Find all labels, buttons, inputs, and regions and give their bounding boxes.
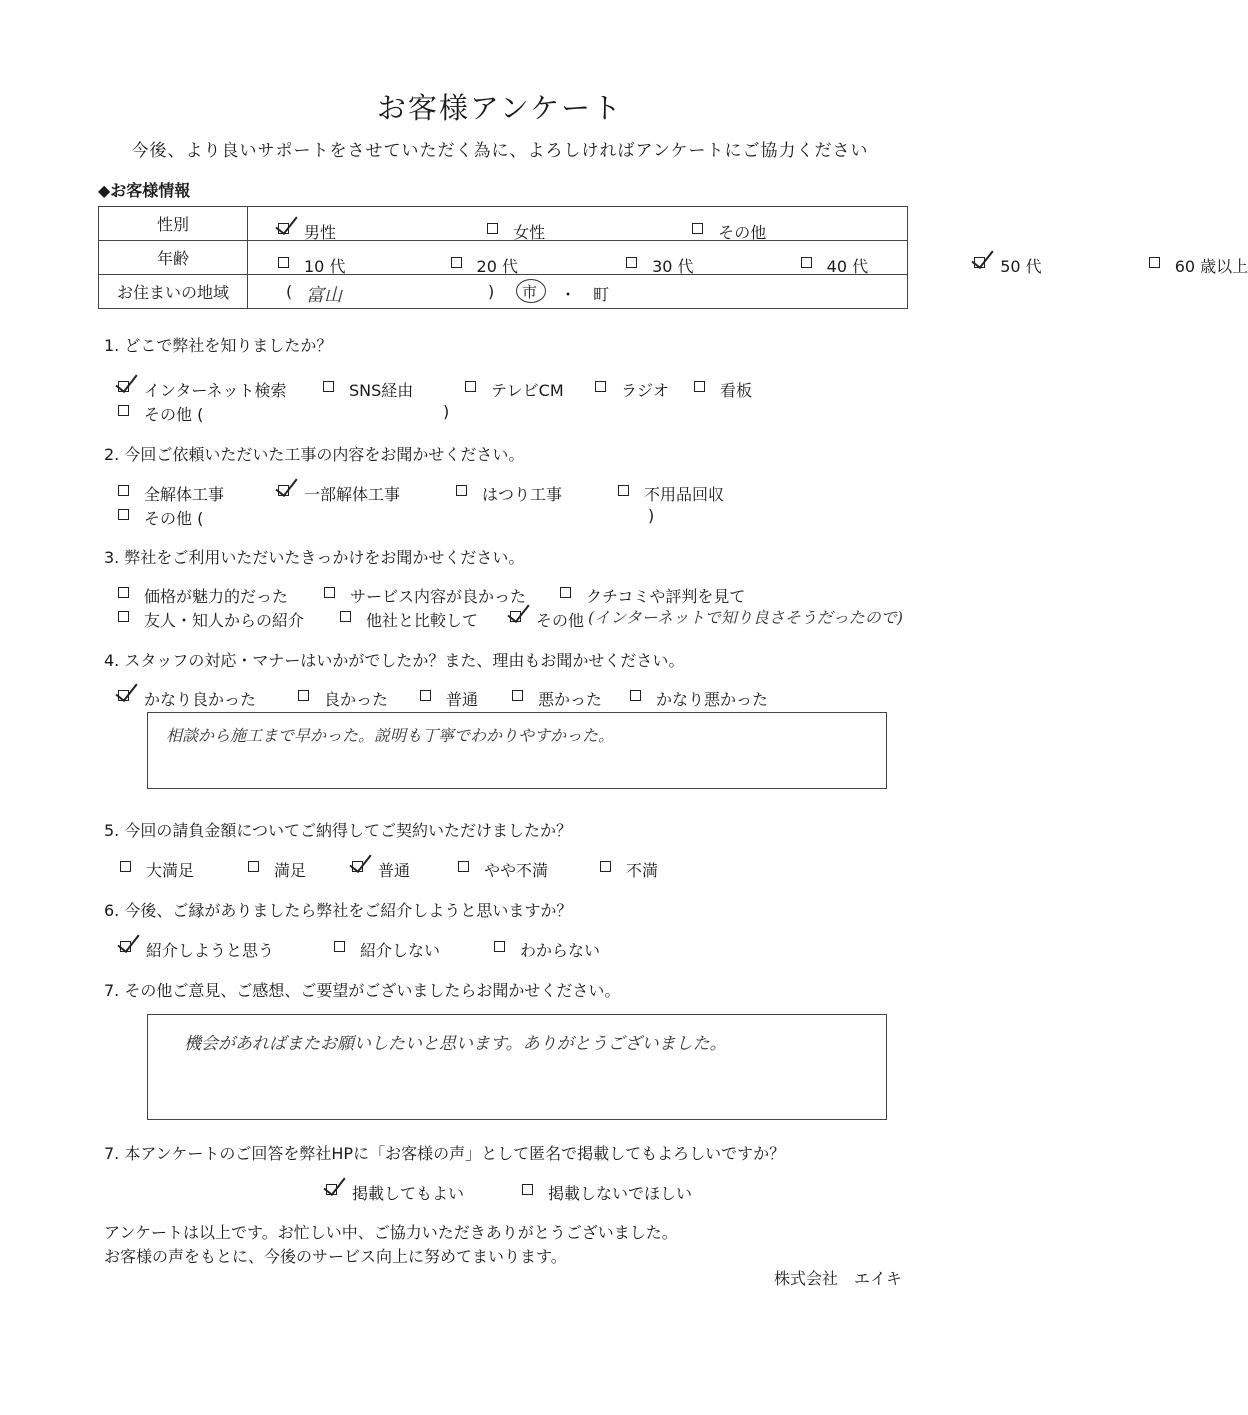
checkbox[interactable] [334, 941, 345, 952]
q4-comment: 相談から施工まで早かった。説明も丁寧でわかりやすかった。 [166, 726, 615, 745]
q4-option-very-bad[interactable]: かなり悪かった [630, 687, 768, 710]
q2-question: 2. 今回ご依頼いただいた工事の内容をお聞かせください。 [104, 445, 525, 464]
checkbox[interactable] [465, 381, 476, 392]
checkbox[interactable] [694, 381, 705, 392]
q4-option-very-good[interactable]: かなり良かった [118, 687, 256, 710]
q5-options [120, 858, 920, 880]
age-row [99, 241, 908, 275]
footer-thanks: アンケートは以上です。お忙しい中、ご協力いただきありがとうございました。 [104, 1223, 678, 1242]
checkbox[interactable] [618, 485, 629, 496]
q2-option-disposal[interactable]: 不用品回収 [618, 482, 724, 505]
age-label: 年齢 [99, 241, 248, 275]
checkbox[interactable] [118, 485, 129, 496]
checkbox[interactable] [692, 223, 703, 234]
checkbox[interactable] [118, 611, 129, 622]
q1-other-line [118, 402, 918, 424]
q3-option-other[interactable]: その他 [510, 608, 584, 631]
checkbox[interactable] [595, 381, 606, 392]
company-name: 株式会社 エイキ [774, 1269, 903, 1288]
checkbox[interactable] [487, 223, 498, 234]
age-option-40s[interactable]: 40 代 [801, 254, 868, 277]
customer-info-table [98, 206, 1248, 309]
checkbox[interactable] [278, 223, 289, 234]
q3-option-comparison[interactable]: 他社と比較して [340, 608, 478, 631]
q2-other-close: ) [648, 506, 655, 525]
q6-question: 6. 今後、ご縁がありましたら弊社をご紹介しようと思いますか？ [104, 901, 573, 920]
q3-options-row2 [118, 608, 918, 630]
q4-comment-box[interactable] [147, 712, 887, 789]
q2-other-line [118, 506, 918, 528]
checkbox[interactable] [326, 1184, 337, 1195]
q6-options [120, 938, 920, 960]
checkbox[interactable] [456, 485, 467, 496]
q4-question: 4. スタッフの対応・マナーはいかがでしたか？また、理由もお聞かせください。 [104, 651, 685, 670]
q6-option-will-recommend[interactable]: 紹介しようと思う [120, 938, 274, 961]
age-option-60plus[interactable]: 60 歳以上 [1149, 254, 1248, 277]
checkbox[interactable] [560, 587, 571, 598]
area-close-paren: ) [488, 282, 495, 301]
checkbox[interactable] [120, 941, 131, 952]
q7-comment-box[interactable] [147, 1014, 887, 1120]
checkbox[interactable] [120, 861, 131, 872]
q4-options [118, 687, 918, 709]
q1-question: 1. どこで弊社を知りましたか？ [104, 336, 333, 355]
q1-option-signboard[interactable]: 看板 [694, 378, 752, 401]
q2-option-other[interactable]: その他 ( [118, 506, 203, 529]
checkbox[interactable] [600, 861, 611, 872]
checkbox[interactable] [420, 690, 431, 701]
checkbox[interactable] [494, 941, 505, 952]
checkbox[interactable] [1149, 257, 1160, 268]
checkbox[interactable] [118, 587, 129, 598]
area-town[interactable]: 町 [593, 285, 610, 304]
checkbox[interactable] [278, 485, 289, 496]
q1-option-sns[interactable]: SNS経由 [323, 378, 413, 401]
q4-option-good[interactable]: 良かった [298, 687, 388, 710]
footer-note: お客様の声をもとに、今後のサービス向上に努めてまいります。 [104, 1247, 567, 1266]
q8-options [326, 1181, 886, 1203]
age-option-10s[interactable]: 10 代 [278, 254, 345, 277]
q8-option-do-not-publish[interactable]: 掲載しないでほしい [522, 1181, 692, 1204]
checkbox[interactable] [118, 405, 129, 416]
q3-option-referral[interactable]: 友人・知人からの紹介 [118, 608, 304, 631]
checkbox[interactable] [626, 257, 637, 268]
q1-option-radio[interactable]: ラジオ [595, 378, 669, 401]
q6-option-will-not-recommend[interactable]: 紹介しない [334, 938, 440, 961]
q4-option-normal[interactable]: 普通 [420, 687, 478, 710]
checkbox[interactable] [510, 611, 521, 622]
checkbox[interactable] [118, 690, 129, 701]
q1-other-close: ) [443, 402, 450, 421]
checkbox[interactable] [278, 257, 289, 268]
checkbox[interactable] [118, 509, 129, 520]
checkbox[interactable] [512, 690, 523, 701]
q2-option-partial[interactable]: 一部解体工事 [278, 482, 400, 505]
area-city[interactable]: 市 [522, 283, 538, 301]
q1-option-other[interactable]: その他 ( [118, 402, 203, 425]
area-dot: ・ [560, 285, 577, 304]
area-row [99, 275, 908, 309]
checkbox[interactable] [458, 861, 469, 872]
q3-question: 3. 弊社をご利用いただいたきっかけをお聞かせください。 [104, 548, 525, 567]
gender-row [99, 207, 908, 241]
area-open-paren: ( [286, 282, 293, 301]
q5-option-unsatisfied[interactable]: 不満 [600, 858, 658, 881]
q1-option-tvcm[interactable]: テレビCM [465, 378, 564, 401]
checkbox[interactable] [298, 690, 309, 701]
q3-option-price[interactable]: 価格が魅力的だった [118, 584, 288, 607]
q2-option-hatsuri[interactable]: はつり工事 [456, 482, 562, 505]
checkbox[interactable] [352, 861, 363, 872]
checkbox[interactable] [324, 587, 335, 598]
checkbox[interactable] [248, 861, 259, 872]
q1-option-internet[interactable]: インターネット検索 [118, 378, 287, 401]
checkbox[interactable] [630, 690, 641, 701]
q8-option-ok-to-publish[interactable]: 掲載してもよい [326, 1181, 464, 1204]
q5-option-normal[interactable]: 普通 [352, 858, 410, 881]
q6-option-dont-know[interactable]: わからない [494, 938, 600, 961]
gender-label: 性別 [99, 207, 248, 241]
checkbox[interactable] [118, 381, 129, 392]
q7-comment: 機会があればまたお願いしたいと思います。ありがとうございました。 [184, 1034, 727, 1054]
checkbox[interactable] [801, 257, 812, 268]
q5-option-satisfied[interactable]: 満足 [248, 858, 306, 881]
age-option-20s[interactable]: 20 代 [451, 254, 518, 277]
checkbox[interactable] [451, 257, 462, 268]
q3-option-reviews[interactable]: クチコミや評判を見て [560, 584, 745, 607]
q7-question: 7. その他ご意見、ご感想、ご要望がございましたらお聞かせください。 [104, 981, 621, 1000]
page-title: お客様アンケート [376, 91, 624, 125]
q5-option-very-satisfied[interactable]: 大満足 [120, 858, 194, 881]
area-value[interactable]: 富山 [306, 285, 342, 306]
gender-option-other[interactable]: その他 [692, 220, 766, 243]
q3-option-service[interactable]: サービス内容が良かった [324, 584, 526, 607]
q3-other-answer[interactable]: (インターネットで知り良さそうだったので) [588, 608, 904, 627]
checkbox[interactable] [340, 611, 351, 622]
customer-info-heading: ◆お客様情報 [98, 181, 191, 200]
gender-option-female[interactable]: 女性 [487, 220, 545, 243]
checkbox[interactable] [974, 257, 985, 268]
age-option-50s[interactable]: 50 代 [974, 254, 1041, 277]
q4-option-bad[interactable]: 悪かった [512, 687, 602, 710]
checkbox[interactable] [522, 1184, 533, 1195]
q2-options [118, 482, 918, 504]
q1-options [118, 378, 918, 400]
q2-option-full[interactable]: 全解体工事 [118, 482, 224, 505]
age-option-30s[interactable]: 30 代 [626, 254, 693, 277]
q8-question: 7. 本アンケートのご回答を弊社HPに「お客様の声」として匿名で掲載してもよろしいですか？ [104, 1144, 786, 1163]
page-subtitle: 今後、より良いサポートをさせていただく為に、よろしければアンケートにご協力ください [131, 141, 869, 161]
gender-option-male[interactable]: 男性 [278, 220, 336, 243]
q5-question: 5. 今回の請負金額についてご納得してご契約いただけましたか？ [104, 821, 573, 840]
checkbox[interactable] [323, 381, 334, 392]
area-label: お住まいの地域 [99, 275, 248, 309]
q5-option-somewhat-unsatisfied[interactable]: やや不満 [458, 858, 548, 881]
